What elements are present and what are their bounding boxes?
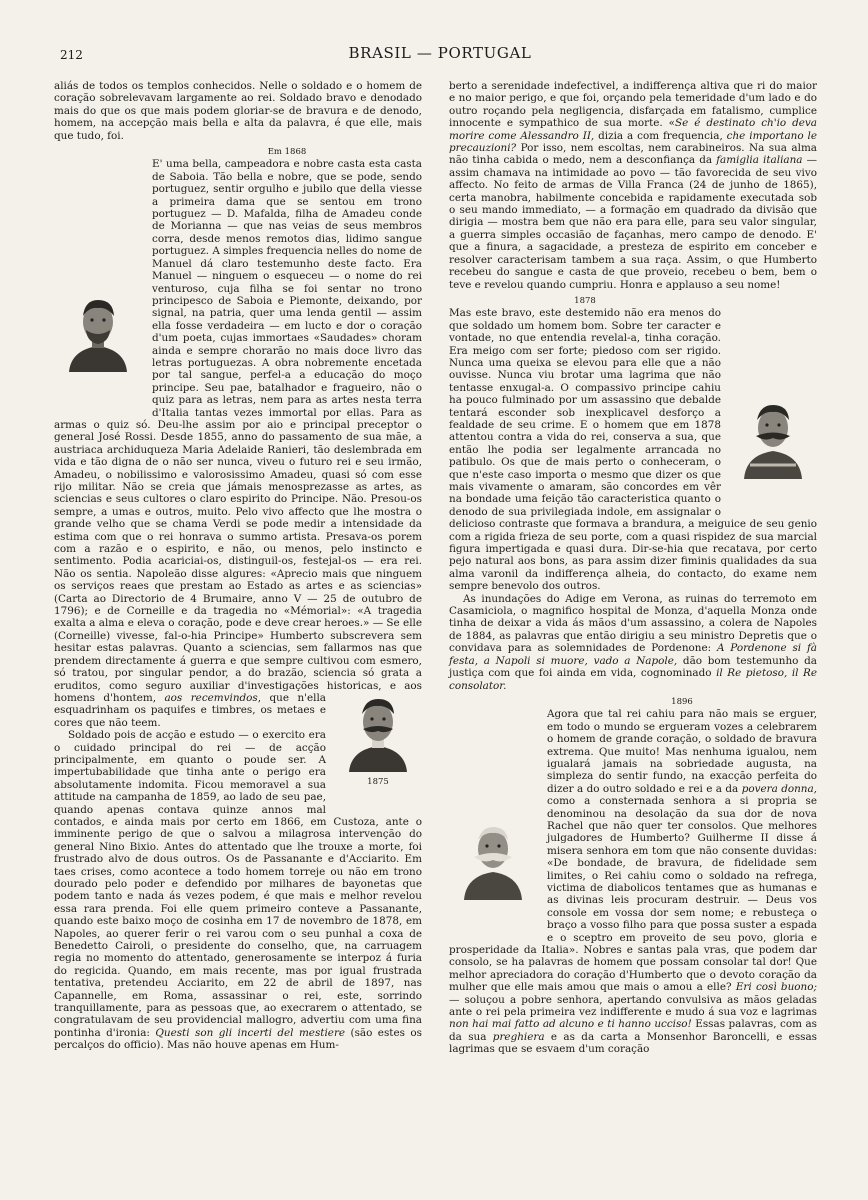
portrait-caption: 1875 [367, 776, 389, 787]
paragraph [449, 593, 817, 692]
paragraph-text: dizia a com frequencia, [594, 129, 727, 142]
right-column [449, 80, 817, 1056]
paragraph-text: berto a serenidade indefectivel, a indifferença altiva que ri do maior e no maior perigo, e que foi, orçando pela temeridade d'um lado e do outro roçando pela negligencia, disfarçada em fatalismo, cumplice innocente e sympathico de sua morte. « [449, 80, 817, 130]
portrait-image [343, 692, 413, 772]
paragraph-text: e as da carta a Monsenhor Baroncelli, e essas lagrimas que se esvaem d'um coração [449, 1030, 818, 1056]
italic-phrase: Se é destinato ch'io deva morire come Alessandro II, [449, 117, 817, 142]
paragraph [449, 80, 817, 291]
portrait-1896 [449, 820, 537, 936]
italic-phrase: il Re pietoso, il Re consolator. [449, 667, 817, 692]
paragraph-text: Mas este bravo, este destemido não era menos do que soldado um homem bom. Sobre ter caracter e vontade, no que entendia revelal-a, tinha coração. Era meigo com ser forte; piedoso com ser rigido. Nunca uma queixa se elevou para elle que a não ouvisse. Nunca viu brotar uma lagrima que não tentasse enxugal-a. O compassivo principe cahiu ha pouco fulminado por um assassino que debalde tentará esconder sob inexplicavel desforço a fealdade de seu crime. E o homem que em 1878 attentou contra a vida do rei, conserva a sua, que então lhe podia ser legalmente arrancada no patibulo. Os que de mais perto o conheceram, o que n'este caso importa o mesmo que dizer os que mais vivamente o amaram, são concordes em vêr na bondade uma feição tão caracteristica quanto o denodo de sua privilegiada indole, em assignalar o delicioso contraste que formava a brandura, a meiguice de seu genio com a rigida frieza de seu porte, com a quasi rispidez de sua marcial figura impertigada e quasi dura. Dir-se-hia que recatava, por certo pejo natural aos bons, as para assim dizer fiminis qualidades da sua alma varonil da indifferença alheia, do contacto, do exame nem sempre benevolo dos outros. [449, 307, 817, 593]
italic-phrase: aos recemvindos [164, 691, 258, 704]
portrait-image [738, 399, 808, 479]
italic-phrase: che importano le precauzioni? [449, 129, 817, 155]
paragraph-text: (são estes os percalços do officio). Mas não houve apenas em Hum- [54, 1026, 422, 1052]
portrait-1868 [54, 292, 142, 408]
portrait-caption: 1896 [671, 696, 693, 707]
left-column [54, 80, 422, 1052]
paragraph-text: , que n'ella esquadrinham os paquifes e timbres, os metaes e cores que não teem. [54, 691, 326, 729]
portrait-1875 [334, 692, 422, 808]
paragraph-text: Essas palavras, com as da sua [449, 1018, 817, 1043]
portrait-caption: 1878 [574, 295, 596, 306]
italic-phrase: Questi son gli incerti del mestiere [155, 1026, 346, 1039]
paragraph: aliás de todos os templos conhecidos. Nelle o soldado e o homem de coração sobrelevavam largamente ao rei. Soldado bravo e denodado mais do que os que mais podem gloriar-se de bravura e de denodo, homem, na accepção mais bella e alta da palavra, é que elle, mais que tudo, foi. [54, 80, 422, 142]
paragraph-text: dão bom testemunho da justiça com que foi ainda em vida, cognominado [449, 654, 817, 680]
portrait-image [63, 292, 133, 372]
page-header [60, 44, 820, 66]
portrait-image [458, 820, 528, 900]
italic-phrase: preghiera [492, 1030, 545, 1043]
page-number: 212 [60, 48, 83, 62]
paragraph-text: — soluçou a pobre senhora, apertando convulsiva as mãos geladas ante o rei pela primeira vez indifferente e mudo á sua voz e lagrimas [449, 993, 817, 1019]
paragraph-text: — assim chamava na intimidade ao povo — tão favorecida de seu vivo affecto. No feito de armas de Villa Franca (24 de junho de 1865), certa manobra, habilmente concebida e rapidamente executada sob o seu mando immediato, — a formação em quadrado da divisão que dirigia — mostra bem que não era para elle, para seu valor singular, a guerra simples occasião de façanhas, mero campo de denodo. E' que a finura, a sagacidade, a presteza de espirito em conceber e resolver caracterisam tambem a sua raça. Assim, o que Humberto recebeu do sangue e casta de que proveio, recebeu o bem, bem o teve e revelou quando cumpriu. Honra e applauso a seu nome! [449, 154, 817, 291]
paragraph-text: As inundações do Adige em Verona, as ruinas do terremoto em Casamiciola, o magnifico hospital de Monza, d'aquella Monza onde tinha de deixar a vida ás mãos d'um assassino, a colera de Napoles de 1884, as palavras que então dirigiu a seu ministro Depretis que o convidava para as solemnidades de Pordenone: [449, 592, 817, 655]
paragraph-text: Por isso, nem escoltas, nem carabineiros. Na sua alma não tinha cabida o medo, nem a desconfiança da [449, 142, 817, 167]
italic-phrase: povera donna, [741, 782, 817, 795]
paragraph-text: Agora que tal rei cahiu para não mais se erguer, em todo o mundo se ergueram vozes a celebrarem o homem de grande coração, o soldado de bravura extrema. Que muito! Mas nenhuma igualou, nem igualará jamais na sobriedade augusta, na simpleza do sentir fundo, na exacção perfeita do dizer a do outro soldado e rei e a da [547, 708, 817, 795]
paragraph-text: Soldado pois de acção e estudo — o exercito era o cuidado principal do rei — de acção principalmente, em quanto o poude ser. A impertubabilidade que tinha ante o perigo era absolutamente indomita. Ficou memoravel a sua attitude na campanha de 1859, ao lado de seu pae, quando apenas contava quinze annos mal contados, e ainda mais por certo em 1866, em Custoza, ante o imminente perigo de que o salvou a milagrosa intervenção do general Nino Bixio. Antes do attentado que lhe trouxe a morte, foi frustrado alvo de dous outros. Os de Passanante e d'Acciarito. Em taes crises, como acontece a todo homem torreje ou não em trono dourado pelo poder e defendido por milhares de bayonetas que podem tanto e nada ás vezes podem, é que mais e melhor revelou essa rara prenda. Foi elle quem primeiro conteve a Passanante, quando este baixo moço de cosinha em 17 de novembro de 1878, em Napoles, ao querer ferir o rei varou com o seu punhal a coxa de Benedetto Cairoli, o presidente do conselho, que, na carruagem regia no momento do attentado, generosamente se interpoz á furia do regicida. Quando, em mais recente, mas por igual frustrada tentativa, pretendeu Acciarito, em 22 de abril de 1897, nas Capannelle, em Roma, assassinar o rei, este, sorrindo tranquillamente, para as pessoas que, ao execrarem o attentado, se congratulavam de seu providencial mallogro, advertiu com uma fina pontinha d'ironia: [54, 729, 422, 1039]
italic-phrase: A Pordenone si fà festa, a Napoli si muore, vado a Napole, [449, 642, 817, 667]
portrait-1878 [729, 399, 817, 515]
italic-phrase: non hai mai fatto ad alcuno e ti hanno ucciso! [449, 1018, 692, 1031]
italic-phrase: Eri così buono; [735, 981, 817, 994]
paragraph-text: E' uma bella, campeadora e nobre casta esta casta de Saboia. Tão bella e nobre, que se pode, sendo portuguez, sentir orgulho e jubilo que della viesse a primeira dama que se sentou em trono portuguez — D. Mafalda, filha de Amadeu conde de Morianna — que nas veias de seus membros corra, desde menos remotos dias, lidimo sangue portuguez. A simples frequencia nelles do nome de Manuel dá claro testemunho deste facto. Era Manuel — ninguem o esqueceu — o nome do rei venturoso, cuja filha se foi sentar no trono principesco de Saboia e Piemonte, deixando, por signal, na patria, quer uma lenda gentil — assim ella fosse verdadeira — em lucto e dor o coração d'um poeta, cujas immortaes «Saudades» choram ainda e sempre chorarão no mais doce livro das letras portuguezas. A obra nobremente encetada por tal sangue, perfel-a a educação do moço principe. Seu pae, batalhador e fragueiro, não o quiz para as letras, nem para as artes nesta terra d'Italia tantas vezes immortal por ellas. Para as armas o quiz só. Deu-lhe assim por aio e principal preceptor o general José Rossi. Desde 1855, anno do passamento de sua mãe, a austriaca archiduqueza Maria Adelaide Ranieri, tão deslembrada em vida e tão digna de o não ser nunca, viveu o futuro rei e seu irmão, Amadeu, o nobilissimo e valorosissimo Amadeu, quasi só com esse rijo militar. Não se creia que jámais menosprezasse as artes, as sciencias e seus cultores o claro espirito do Principe. Não. Presou-os sempre, a umas e outros, muito. Pelo vivo affecto que lhe mostra o grande velho que se chama Verdi se pode medir a intensidade da estima com que o rei honrava o summo artista. Presava-os porem com a razão e o espirito, e não, ou menos, pelo instincto e sentimento. Podia acariciai-os, distinguil-os, festejal-os — era rei. Não os sentia. Napoleão disse algures: «Aprecio mais que ninguem os serviços reaes que prestam ao Estado as artes e as sciencias» (Carta ao Directorio de 4 Brumaire, anno V — 25 de outubro de 1796); e de Corneille e da tragedia no «Mémorial»: «A tragedia exalta a alma e eleva o coração, pode e deve crear heroes.» — Se elle (Corneille) vivesse, fal-o-hia Principe» Humberto subscrevera sem hesitar estas palavras. Quanto a sciencias, sem fallarmos nas que prendem directamente á guerra e que sempre cultivou com esmero, só tratou, por singular pendor, a do brazão, sciencia só grata a eruditos, como seguro auxiliar d'investigações historicas, e aos homens d'hontem, [54, 158, 422, 704]
italic-phrase: famiglia italiana [716, 154, 803, 167]
portrait-caption: Em 1868 [267, 147, 307, 158]
running-title: BRASIL — PORTUGAL [348, 44, 532, 62]
paragraph-text: como a consternada senhora a si propria se denominou na desolação da sua dor de nova Rachel que não quer ter consolos. Que melhores julgadores de Humberto? Guilherme II disse á misera senhora em tom que não consente duvidas: «De bondade, de bravura, de fidelidade sem limites, o Rei cahiu como o soldado na refrega, victima de diabolicos tentames que as humanas e as divinas leis procuram destruir. — Deus vos console em vossa dor sem nome; e rebusteça o braço a vosso filho para que possa suster a espada e o sceptro em proveito de seu povo, gloria e prosperidade da Italia». Nobres e santas pala vras, que podem dar consolo, se ha palavras de homem que possam consolar tal dor! Que melhor apreciadora do coração d'Humberto que o devoto coração da mulher que elle mais amou que mais o amou a elle? [449, 795, 817, 994]
